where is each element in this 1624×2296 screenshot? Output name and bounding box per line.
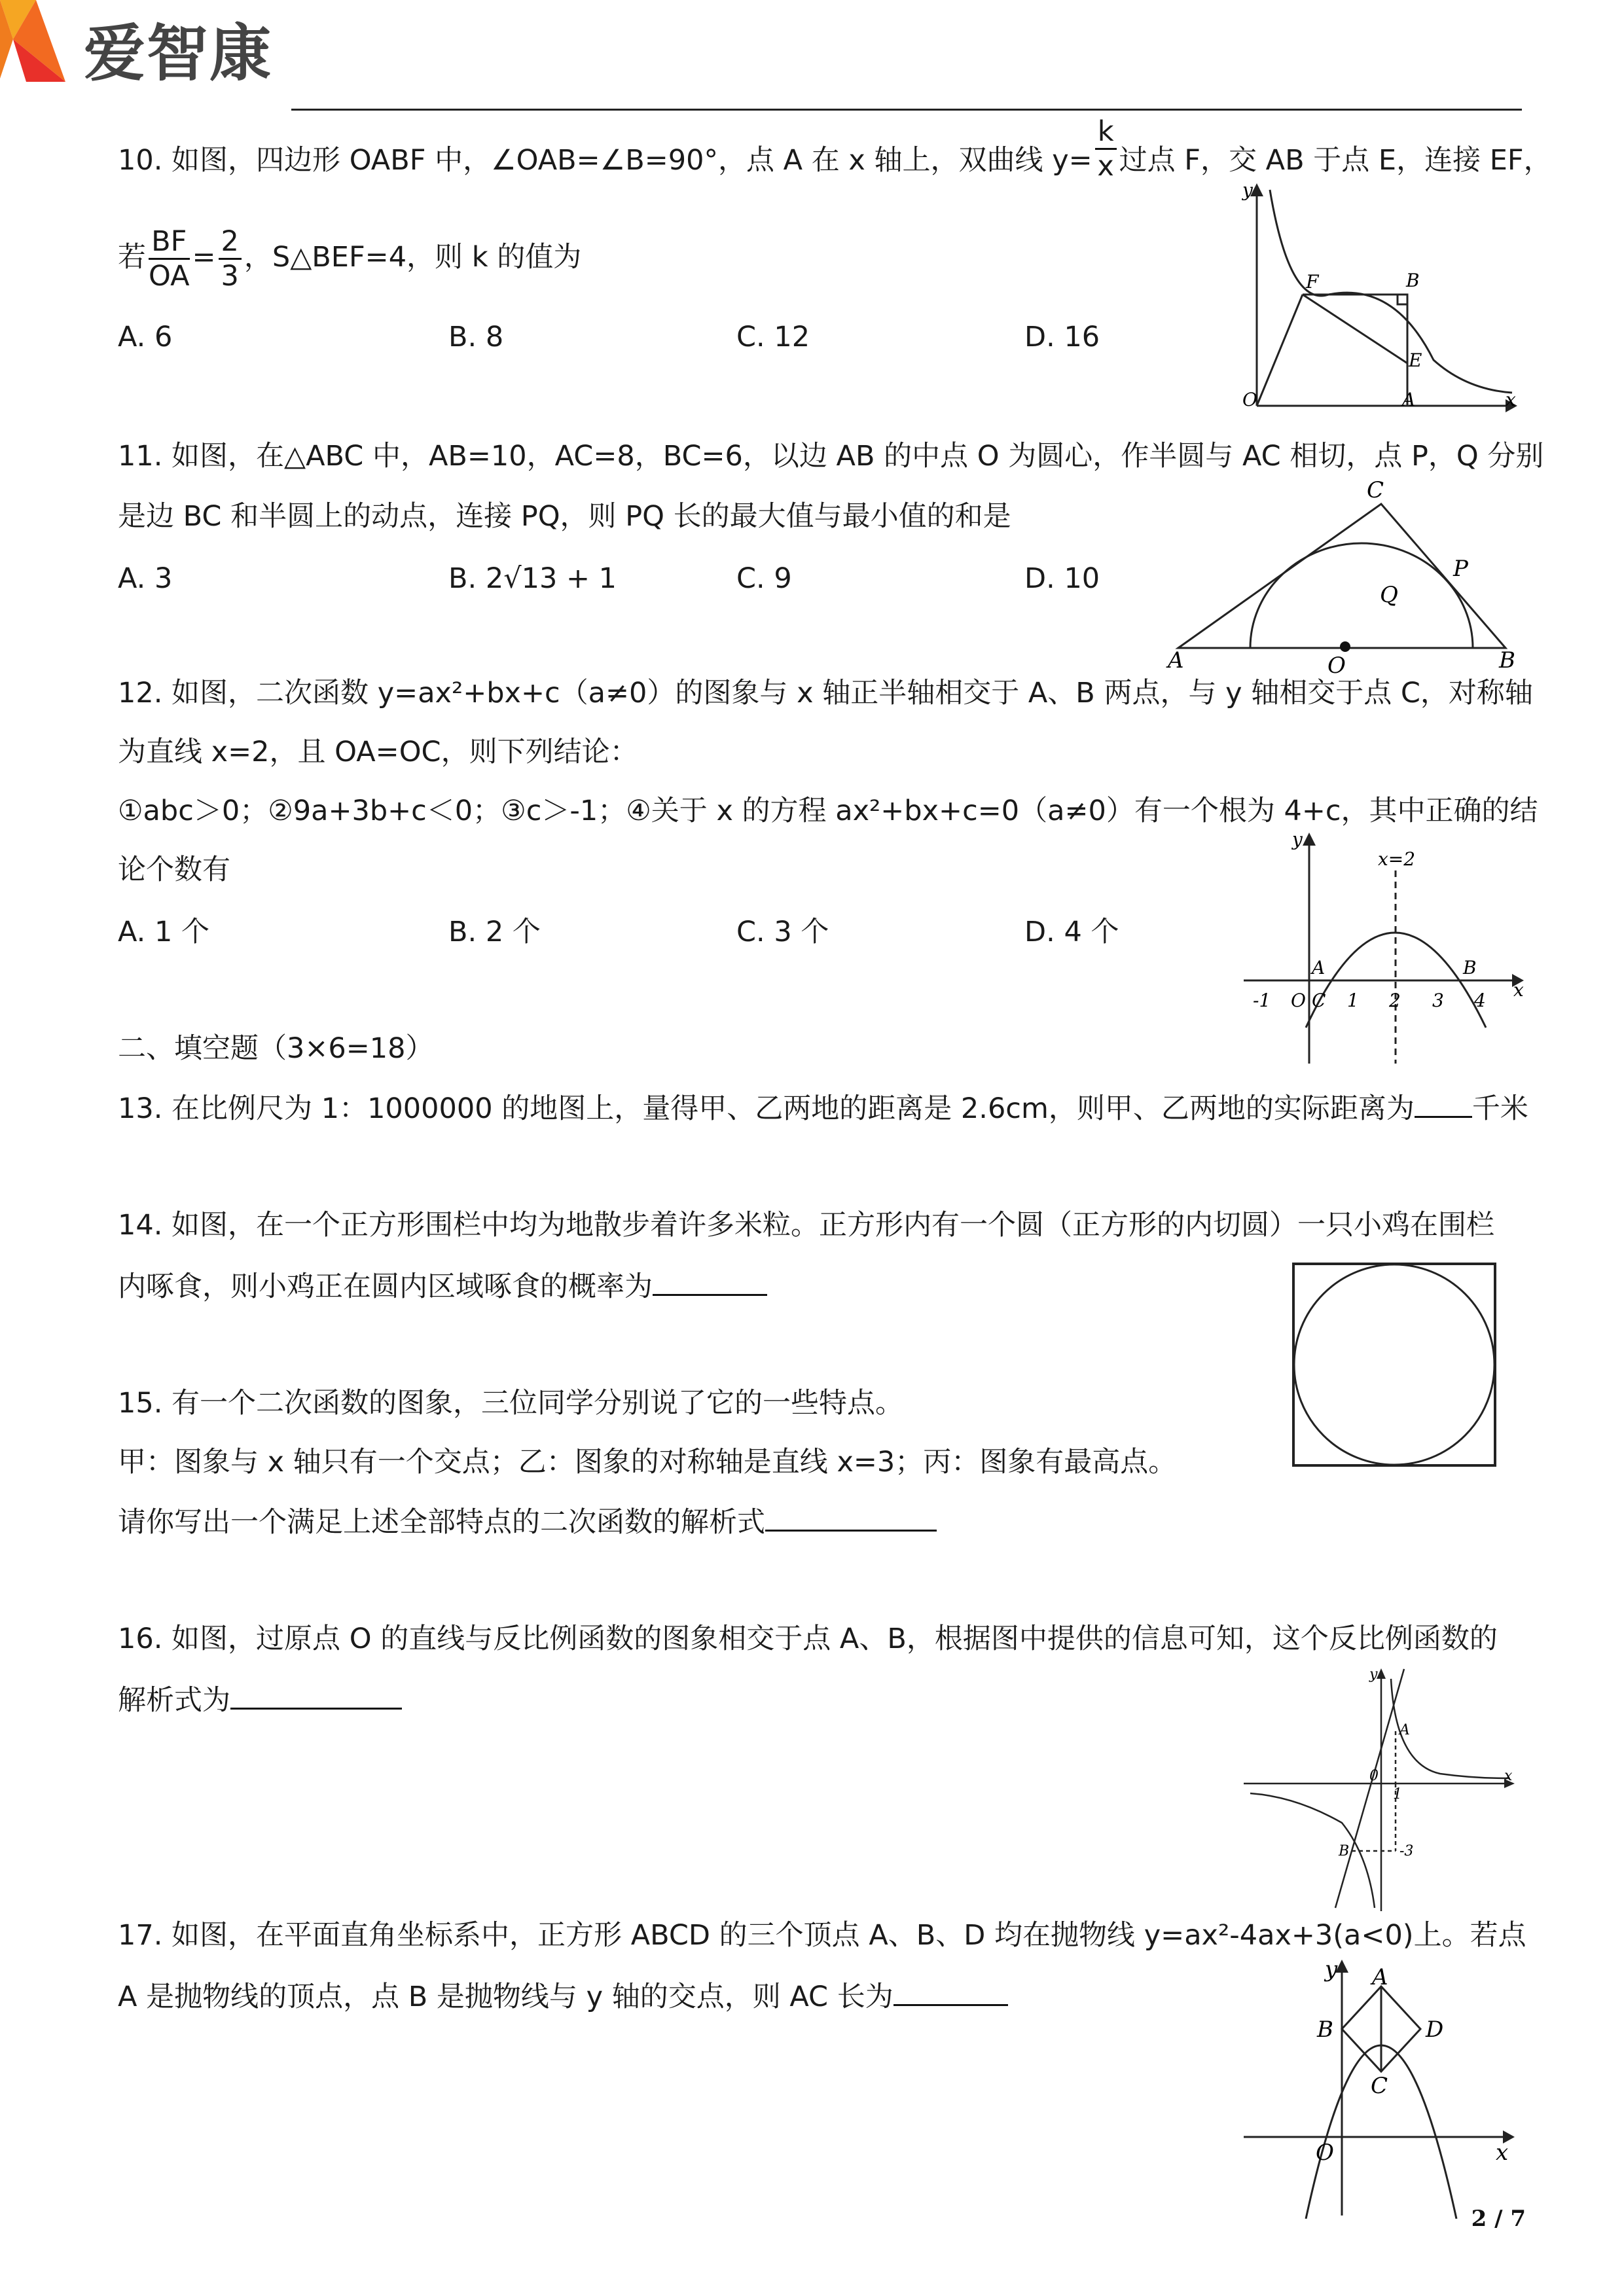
q17-fig-x: x: [1496, 2140, 1509, 2166]
q16-line2: [118, 1681, 402, 1718]
q10-oa: OA: [149, 260, 190, 293]
q10-k-over-x: [1095, 115, 1117, 183]
q10-fig-x: x: [1506, 389, 1516, 410]
q10-eq: =: [192, 241, 216, 274]
q10-fig-O: O: [1242, 389, 1257, 410]
q11-option-b: B. 2√13 + 1: [448, 562, 617, 595]
q12-option-c: C. 3 个: [736, 916, 829, 948]
q12-fig-y: y: [1292, 831, 1303, 850]
q13-line1: [118, 1090, 1528, 1126]
q17-fig-C: C: [1371, 2073, 1388, 2099]
q10-bf-over-oa: [149, 225, 190, 293]
q11-line1: 11. 如图，在△ABC 中，AB=10，AC=8，BC=6，以边 AB 的中点 O 为圆心，作半圆与 AC 相切，点 P，Q 分别: [118, 440, 1544, 473]
q10-line2: [118, 221, 581, 293]
q10-three: 3: [221, 260, 239, 293]
q10-fig-B: B: [1406, 270, 1420, 291]
brand-logo: [0, 0, 79, 85]
q11-option-a: A. 3: [118, 562, 173, 595]
q17-fig-B: B: [1317, 2017, 1333, 2043]
q16-line1: 16. 如图，过原点 O 的直线与反比例函数的图象相交于点 A、B，根据图中提供的信息可知，这个反比例函数的: [118, 1623, 1498, 1655]
q12-fig-t2: 2: [1389, 990, 1401, 1011]
q12-option-d: D. 4 个: [1024, 916, 1119, 948]
q11-option-d: D. 10: [1024, 562, 1100, 595]
q16-fig-O: 0: [1369, 1768, 1379, 1784]
q10-option-d: D. 16: [1024, 321, 1100, 353]
q16-figure: [1244, 1666, 1519, 1914]
q16-fig-y: y: [1369, 1666, 1378, 1683]
q12-fig-t1: 1: [1347, 990, 1359, 1011]
q10-two: 2: [219, 225, 242, 260]
logo-mark-icon: [0, 0, 79, 85]
q10-text-c: ，S△BEF=4，则 k 的值为: [244, 241, 582, 274]
q11-line2: 是边 BC 和半圆上的动点，连接 PQ，则 PQ 长的最大值与最小值的和是: [118, 500, 1011, 533]
q10-figure: [1231, 177, 1519, 419]
q11-fig-B: B: [1499, 647, 1515, 673]
q14-line2: [118, 1268, 767, 1304]
q12-option-b: B. 2 个: [448, 916, 541, 948]
q15-line2: 甲：图象与 x 轴只有一个交点；乙：图象的对称轴是直线 x=3；丙：图象有最高点。: [118, 1446, 1177, 1479]
q11-fig-O: O: [1327, 653, 1346, 679]
q10-option-b: B. 8: [448, 321, 504, 353]
q16-fig-x: x: [1504, 1768, 1513, 1784]
q11-option-c: C. 9: [736, 562, 792, 595]
q12-fig-O: O: [1291, 990, 1306, 1011]
q10-x: x: [1097, 150, 1114, 183]
q15-line1: 15. 有一个二次函数的图象，三位同学分别说了它的一些特点。: [118, 1387, 904, 1420]
q10-fig-F: F: [1306, 271, 1319, 293]
section-fill-in-heading: 二、填空题（3×6=18）: [118, 1032, 434, 1065]
q15-line3: [118, 1503, 937, 1540]
q17-line1: 17. 如图，在平面直角坐标系中，正方形 ABCD 的三个顶点 A、B、D 均在抛物线 y=ax²-4ax+3(a<0)上。若点: [118, 1919, 1526, 1952]
q16-answer-blank[interactable]: [230, 1681, 402, 1710]
q12-fig-x2: x=2: [1378, 848, 1416, 870]
q17-answer-blank[interactable]: [893, 1978, 1008, 2006]
q16-text: 解析式为: [118, 1684, 230, 1717]
q11-figure: [1159, 471, 1525, 681]
q10-fig-y: y: [1242, 179, 1253, 201]
q13-text: 13. 在比例尺为 1：1000000 的地图上，量得甲、乙两地的距离是 2.6cm，则甲、乙两地的实际距离为: [118, 1092, 1415, 1125]
brand-name: 爱智康: [84, 18, 273, 90]
q14-text: 内啄食，则小鸡正在圆内区域啄食的概率为: [118, 1270, 653, 1303]
page-number: 2 / 7: [1471, 2206, 1526, 2232]
q11-fig-C: C: [1367, 477, 1384, 503]
q12-fig-m1: -1: [1253, 990, 1271, 1011]
q10-text-b: 过点 F，交 AB 于点 E，连接 EF，: [1119, 144, 1552, 177]
q13-answer-blank[interactable]: [1415, 1090, 1472, 1118]
q12-line3: ①abc＞0；②9a+3b+c＜0；③c＞-1；④关于 x 的方程 ax²+bx+c=0（a≠0）有一个根为 4+c，其中正确的结: [118, 795, 1538, 827]
q11-fig-P: P: [1453, 556, 1468, 582]
q10-option-a: A. 6: [118, 321, 173, 353]
q11-fig-Q: Q: [1380, 582, 1398, 608]
q12-fig-x: x: [1513, 979, 1524, 1001]
q12-fig-C: C: [1312, 990, 1326, 1011]
q11-fig-A: A: [1168, 647, 1184, 673]
q16-fig-B: B: [1339, 1843, 1350, 1859]
q16-fig-A: A: [1399, 1722, 1410, 1738]
q12-fig-t4: 4: [1474, 990, 1486, 1011]
q10-ruo: 若: [118, 241, 146, 274]
q12-fig-A: A: [1312, 957, 1326, 978]
q17-line2: [118, 1978, 1008, 2015]
q17-fig-y: y: [1325, 1957, 1338, 1982]
q12-line4: 论个数有: [118, 853, 230, 886]
q10-text-a: 10. 如图，四边形 OABF 中，∠OAB=∠B=90°，点 A 在 x 轴上，双曲线 y=: [118, 144, 1092, 177]
q12-line2: 为直线 x=2，且 OA=OC，则下列结论：: [118, 736, 638, 768]
q12-figure: [1244, 831, 1525, 1067]
q12-fig-t3: 3: [1432, 990, 1444, 1011]
q10-k: k: [1095, 115, 1117, 150]
q12-line1: 12. 如图，二次函数 y=ax²+bx+c（a≠0）的图象与 x 轴正半轴相交于 A、B 两点，与 y 轴相交于点 C，对称轴: [118, 677, 1533, 709]
q10-option-c: C. 12: [736, 321, 810, 353]
q12-option-a: A. 1 个: [118, 916, 210, 948]
inscribed-circle: [1294, 1265, 1494, 1465]
q17-fig-A: A: [1372, 1964, 1388, 1990]
q16-fig-m3: -3: [1399, 1843, 1414, 1859]
q17-fig-D: D: [1426, 2017, 1444, 2043]
header-rule: [291, 109, 1522, 111]
q17-fig-O: O: [1316, 2140, 1334, 2166]
q15-answer-blank[interactable]: [765, 1503, 937, 1532]
q14-figure: [1290, 1260, 1499, 1469]
q13-unit: 千米: [1471, 1092, 1528, 1125]
q14-answer-blank[interactable]: [653, 1268, 767, 1296]
q14-line1: 14. 如图，在一个正方形围栏中均为地散步着许多米粒。正方形内有一个圆（正方形的内切圆）一只小鸡在围栏: [118, 1209, 1495, 1242]
q10-two-thirds: [219, 225, 242, 293]
q10-fig-A: A: [1402, 389, 1416, 410]
q10-fig-E: E: [1409, 350, 1422, 371]
q17-figure: [1244, 1957, 1519, 2219]
q16-fig-one: 1: [1393, 1786, 1402, 1803]
q17-text: A 是抛物线的顶点，点 B 是抛物线与 y 轴的交点，则 AC 长为: [118, 1981, 893, 2013]
q15-text: 请你写出一个满足上述全部特点的二次函数的解析式: [118, 1506, 765, 1539]
q10-bf: BF: [149, 225, 190, 260]
q12-fig-B: B: [1463, 957, 1477, 978]
